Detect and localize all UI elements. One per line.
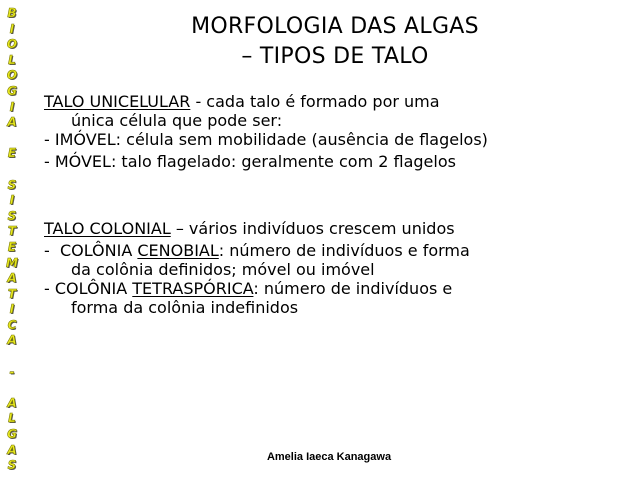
tetrasporica-item (44, 279, 624, 298)
sidebar-letter: I (9, 99, 15, 114)
sidebar-vertical-title (0, 6, 24, 474)
sidebar-letter (10, 162, 14, 178)
sidebar-letter (10, 349, 14, 365)
sidebar-letter: E (7, 146, 17, 161)
unicelular-term: TALO UNICELULAR (44, 92, 191, 111)
sidebar-letter: A (7, 442, 17, 457)
tetrasporica-desc: : número de indivíduos e (253, 279, 453, 298)
sidebar-letter: A (7, 271, 17, 286)
sidebar-letter: L (8, 411, 16, 426)
tetrasporica-term: TETRASPÓRICA (132, 279, 254, 298)
sidebar-letter: E (7, 239, 17, 254)
sidebar-letter: G (7, 427, 17, 442)
slide-body (44, 92, 624, 317)
tetrasporica-prefix: - COLÔNIA (44, 279, 133, 298)
cenobial-prefix: - COLÔNIA (44, 241, 138, 260)
title-line-2: – TIPOS DE TALO (241, 44, 429, 69)
colonial-term: TALO COLONIAL (44, 219, 171, 238)
sidebar-letter: I (9, 21, 15, 36)
cenobial-term: CENOBIAL (137, 241, 219, 260)
sidebar-letter: S (7, 177, 17, 192)
sidebar-letter: T (7, 286, 17, 301)
unicelular-desc: - cada talo é formado por uma (190, 92, 440, 111)
sidebar-letter (10, 131, 14, 147)
sidebar-letter: - (9, 364, 15, 379)
sidebar-letter: G (7, 83, 17, 98)
sidebar-letter: L (8, 52, 16, 67)
sidebar-letter: M (6, 255, 18, 270)
sidebar-letter: S (7, 208, 17, 223)
sidebar-letter: T (7, 224, 17, 239)
sidebar-letter: O (6, 68, 18, 83)
sidebar-letter: B (7, 6, 17, 20)
colonial-desc: – vários indivíduos crescem unidos (170, 219, 455, 238)
sidebar-letter (10, 380, 14, 396)
colonial-heading (44, 219, 624, 238)
title-line-1: MORFOLOGIA DAS ALGAS (191, 14, 479, 39)
unicelular-imovel: - IMÓVEL: célula sem mobilidade (ausência de flagelos) (44, 130, 488, 149)
sidebar-letter: O (6, 37, 18, 52)
sidebar-letter: A (7, 395, 17, 410)
unicelular-heading (44, 92, 624, 111)
author-footer: Amelia Iaeca Kanagawa (266, 451, 392, 463)
sidebar-letter: C (7, 317, 17, 332)
unicelular-desc-line2: única célula que pode ser: (71, 111, 283, 130)
cenobial-desc: : número de indivíduos e forma (218, 241, 470, 260)
cenobial-desc-line2: da colônia definidos; móvel ou imóvel (71, 260, 375, 279)
sidebar-letter: S (7, 458, 17, 473)
sidebar-letter: A (7, 115, 17, 130)
cenobial-item (44, 241, 624, 260)
sidebar-letter: I (9, 302, 15, 317)
slide-title (100, 12, 570, 72)
tetrasporica-desc-line2: forma da colônia indefinidos (71, 298, 299, 317)
sidebar-letter: I (9, 193, 15, 208)
unicelular-movel: - MÓVEL: talo flagelado: geralmente com 2 flagelos (44, 152, 456, 171)
sidebar-letter: A (7, 333, 17, 348)
